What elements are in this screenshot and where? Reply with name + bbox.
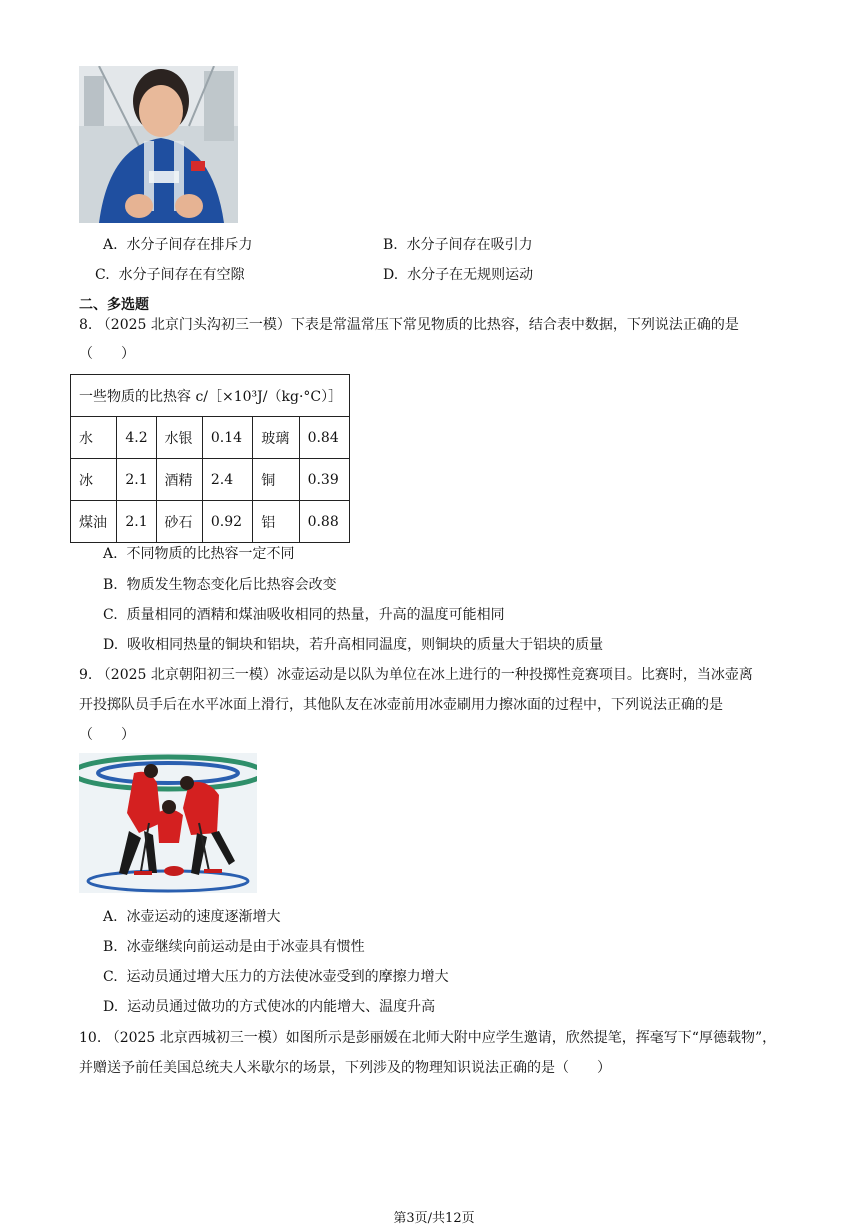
q9-option-d: D. 运动员通过做功的方式使冰的内能增大、温度升高	[103, 999, 436, 1015]
table-cell: 玻璃	[253, 417, 299, 459]
q7-option-c: C. 水分子间存在有空隙	[95, 267, 245, 283]
q9-stem-line2: 开投掷队员手后在水平冰面上滑行，其他队友在冰壶前用冰壶刷用力擦冰面的过程中，下列说法正确的是	[79, 697, 723, 713]
table-cell: 0.92	[202, 501, 252, 543]
q9-option-b: B. 冰壶继续向前运动是由于冰壶具有惯性	[103, 939, 365, 955]
table-cell: 煤油	[71, 501, 117, 543]
q9-option-a: A. 冰壶运动的速度逐渐增大	[103, 909, 281, 925]
table-header: 一些物质的比热容 c/［×10³J/（kg·°C）］	[71, 375, 350, 417]
table-cell: 0.88	[299, 501, 349, 543]
astronaut-photo	[79, 66, 238, 223]
q8-stem-line2: （ ）	[79, 346, 135, 362]
q10-stem-line2: 并赠送予前任美国总统夫人米歇尔的场景，下列涉及的物理知识说法正确的是（ ）	[79, 1060, 611, 1076]
q8-option-c: C. 质量相同的酒精和煤油吸收相同的热量，升高的温度可能相同	[103, 607, 505, 623]
q10-stem-line1: 10. （2025 北京西城初三一模）如图所示是彭丽媛在北师大附中应学生邀请，欣然提笔，挥毫写下“厚德载物”，	[79, 1030, 777, 1046]
specific-heat-table	[70, 374, 350, 543]
q7-option-d: D. 水分子在无规则运动	[383, 267, 534, 283]
q8-option-d: D. 吸收相同热量的铜块和铝块，若升高相同温度，则铜块的质量大于铝块的质量	[103, 637, 604, 653]
table-cell: 水银	[156, 417, 202, 459]
q7-option-a: A. 水分子间存在排斥力	[103, 237, 253, 253]
curling-photo	[79, 753, 257, 893]
page-number: 第3页/共12页	[393, 1211, 475, 1226]
table-cell: 2.4	[202, 459, 252, 501]
table-cell: 0.14	[202, 417, 252, 459]
table-cell: 砂石	[156, 501, 202, 543]
table-cell: 2.1	[117, 501, 156, 543]
table-row	[71, 501, 350, 543]
q9-stem-line3: （ ）	[79, 727, 135, 743]
table-row	[71, 417, 350, 459]
table-cell: 0.39	[299, 459, 349, 501]
table-cell: 酒精	[156, 459, 202, 501]
table-cell: 铜	[253, 459, 299, 501]
table-cell: 2.1	[117, 459, 156, 501]
table-cell: 0.84	[299, 417, 349, 459]
table-row	[71, 459, 350, 501]
table-cell: 冰	[71, 459, 117, 501]
table-cell: 铝	[253, 501, 299, 543]
q8-option-a: A. 不同物质的比热容一定不同	[103, 546, 295, 562]
q7-option-b: B. 水分子间存在吸引力	[383, 237, 533, 253]
q9-option-c: C. 运动员通过增大压力的方法使冰壶受到的摩擦力增大	[103, 969, 449, 985]
section-title: 二、多选题	[79, 297, 149, 313]
q8-option-b: B. 物质发生物态变化后比热容会改变	[103, 577, 337, 593]
q9-stem-line1: 9. （2025 北京朝阳初三一模）冰壶运动是以队为单位在冰上进行的一种投掷性竞赛项目。比赛时，当冰壶离	[79, 667, 753, 683]
q8-stem-line1: 8. （2025 北京门头沟初三一模）下表是常温常压下常见物质的比热容，结合表中数据，下列说法正确的是	[79, 317, 739, 333]
table-cell: 水	[71, 417, 117, 459]
table-cell: 4.2	[117, 417, 156, 459]
